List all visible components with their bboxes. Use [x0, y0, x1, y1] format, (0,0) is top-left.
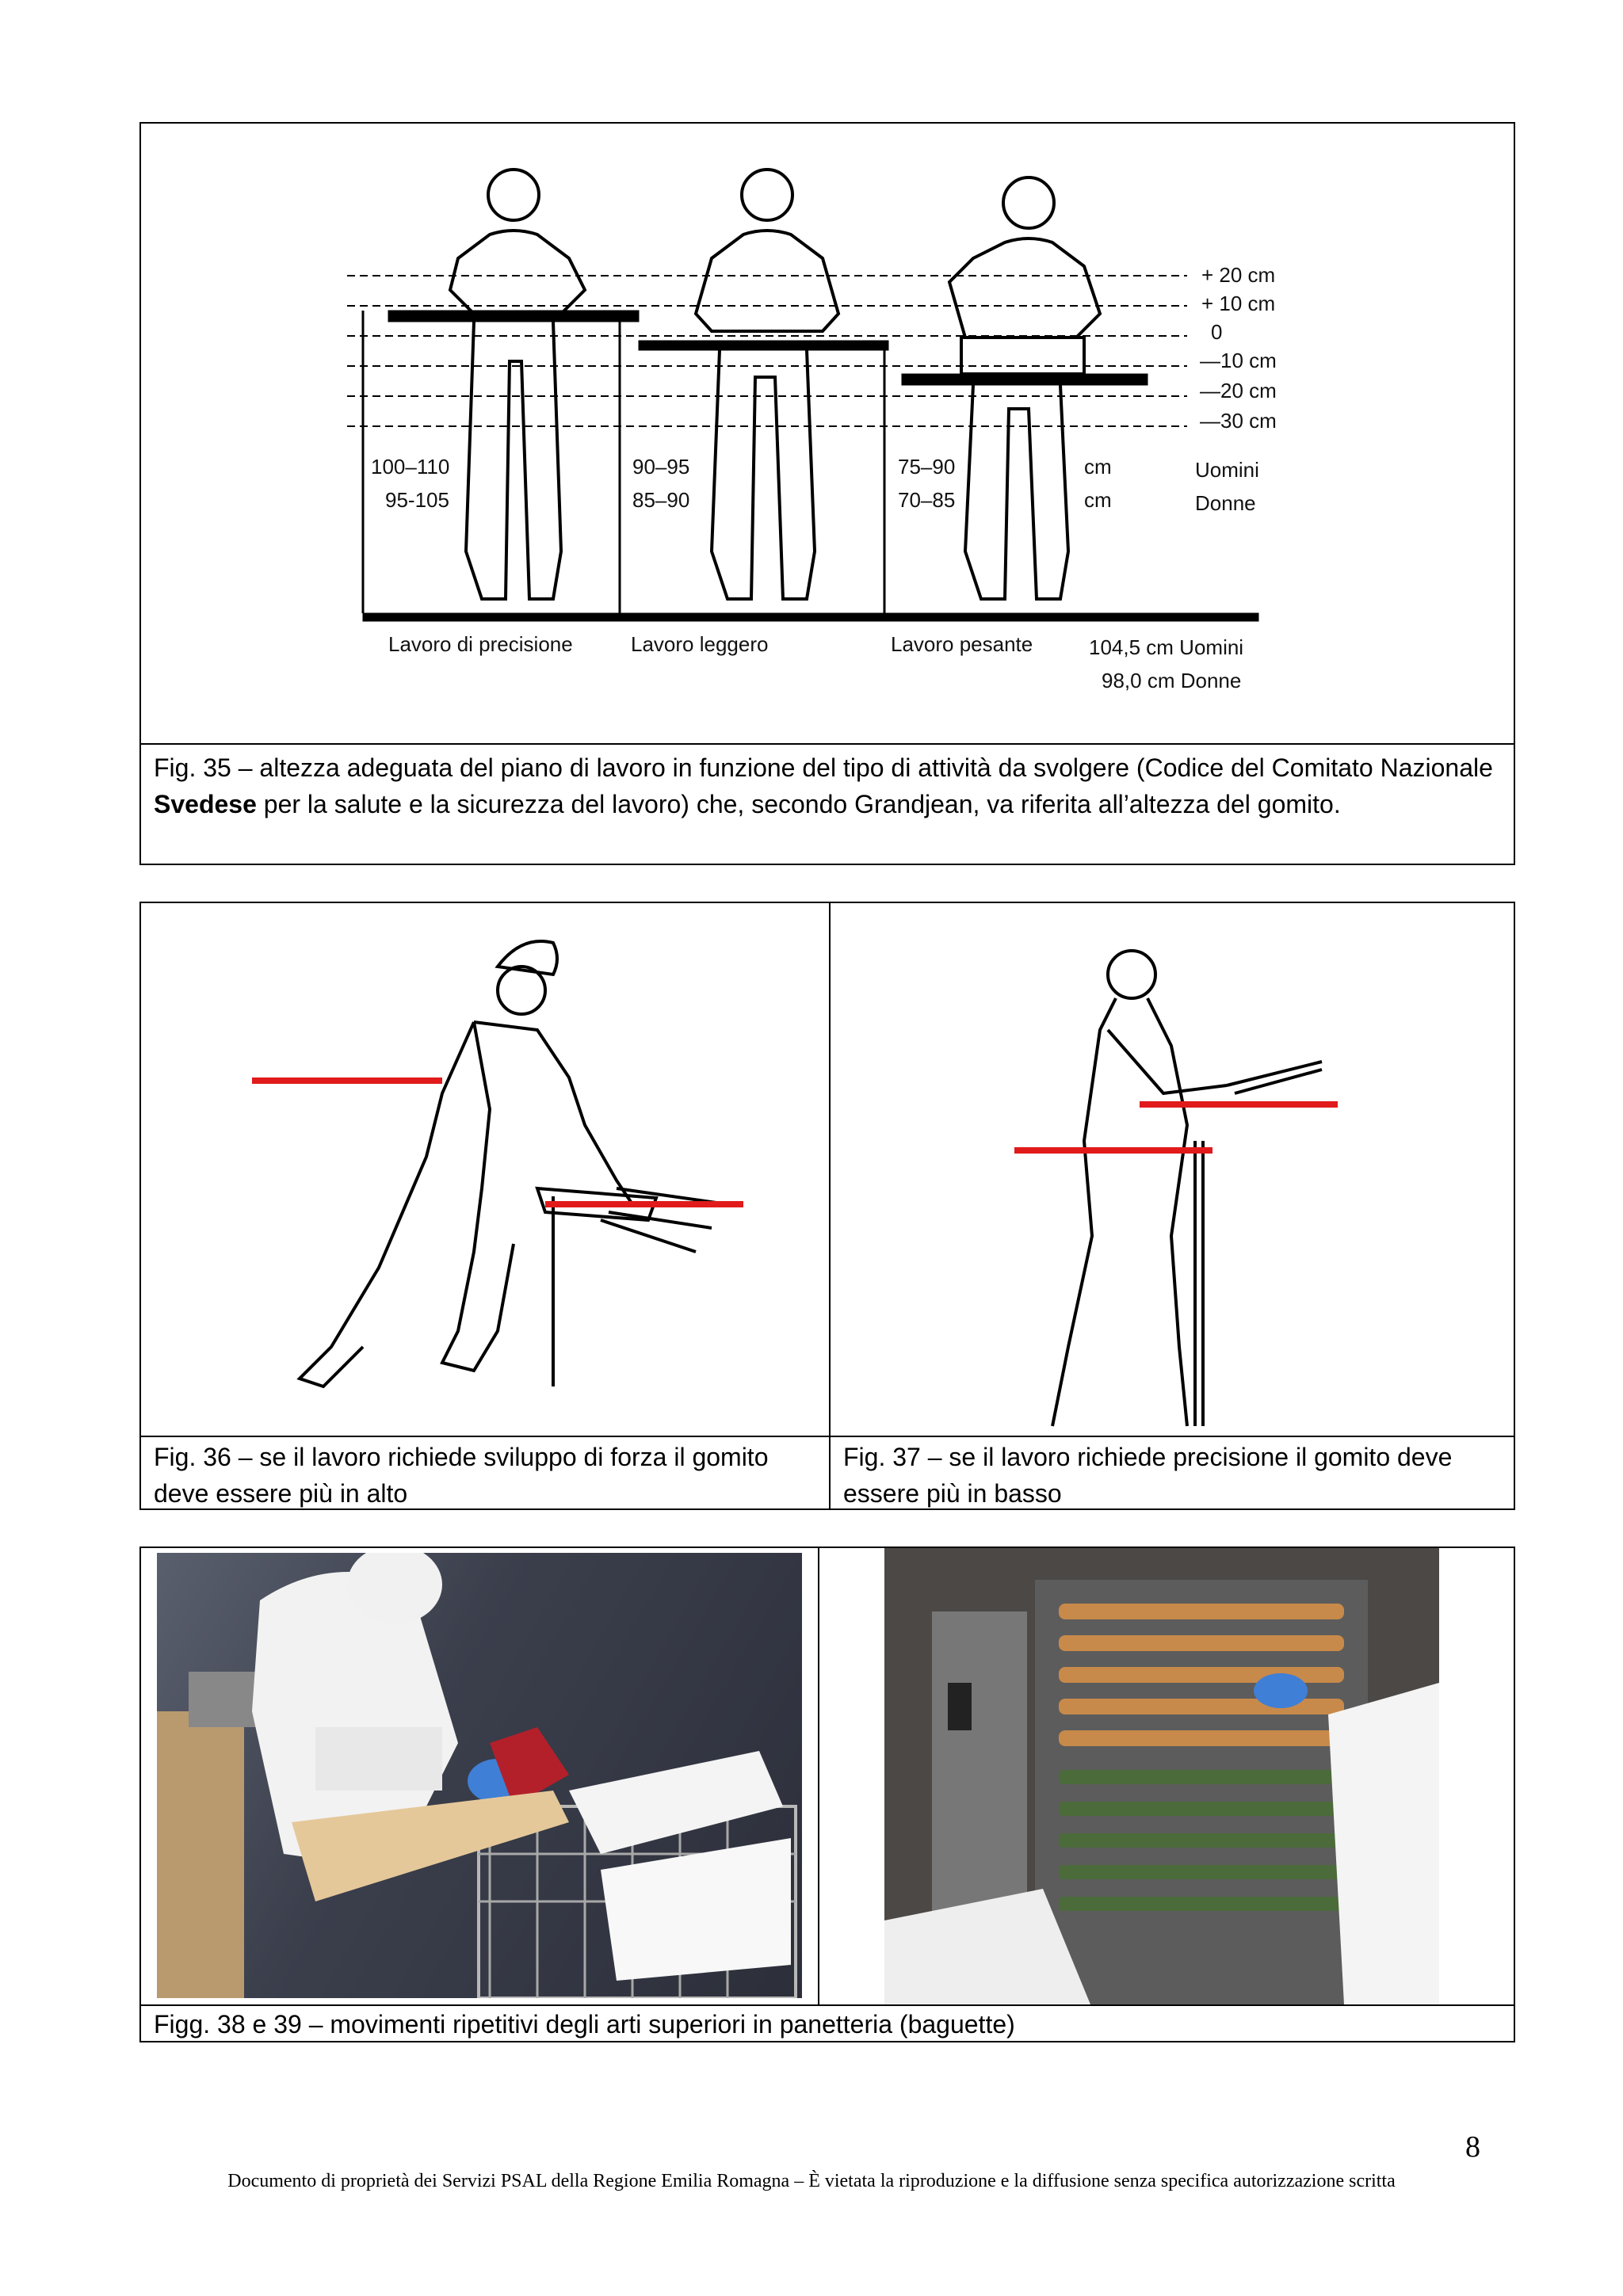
- light-bench: [639, 341, 888, 350]
- fig38-39-box: [139, 1547, 1515, 2042]
- light-women-height: 85–90: [632, 488, 690, 512]
- glove-right: [1254, 1673, 1308, 1708]
- fig35-workbench-illustration: [141, 124, 1514, 742]
- scale-label-5: —20 cm: [1200, 379, 1277, 402]
- page-number: 8: [1465, 2130, 1480, 2164]
- heavy-bench: [902, 374, 1148, 385]
- work-type-precision: Lavoro di precisione: [388, 632, 573, 656]
- footer-notice: Documento di proprietà dei Servizi PSAL della Regione Emilia Romagna – È vietata la riproduzione e la diffusione senza specifica autorizzazione scritta: [227, 2171, 1396, 2191]
- fig36-caption: Fig. 36 – se il lavoro richiede sviluppo di forza il gomito deve essere più in alto: [154, 1443, 769, 1508]
- fig37-caption: Fig. 37 – se il lavoro richiede precisione il gomito deve essere più in basso: [843, 1443, 1453, 1508]
- floor: [363, 613, 1258, 621]
- fig38-39-caption: Figg. 38 e 39 – movimenti ripetitivi degli arti superiori in panetteria (baguette): [154, 2010, 1015, 2039]
- scale-label-3: 0: [1211, 320, 1223, 344]
- caption-bold-word: Svedese: [154, 790, 257, 818]
- fig37-illustration: [831, 903, 1517, 1434]
- scale-label-4: —10 cm: [1200, 349, 1277, 372]
- work-type-light: Lavoro leggero: [631, 632, 769, 656]
- scale-label-6: —30 cm: [1200, 409, 1277, 433]
- fig36-37-box: [139, 902, 1515, 1510]
- men-label: Uomini: [1195, 458, 1259, 482]
- fig39-photo: [884, 1548, 1439, 2004]
- scale-label-1: + 20 cm: [1201, 263, 1276, 287]
- fig36-illustration: [141, 903, 827, 1434]
- unit-men: cm: [1084, 455, 1112, 479]
- work-type-heavy: Lavoro pesante: [891, 632, 1033, 656]
- heavy-women-height: 70–85: [898, 488, 956, 512]
- worker-precision: [450, 170, 585, 599]
- heavy-men-height: 75–90: [898, 455, 956, 479]
- worker-heavy: [949, 177, 1100, 599]
- fig35-caption: Fig. 35 – altezza adeguata del piano di lavoro in funzione del tipo di attività da svolgere (Codice del Comitato Nazionale Svedese per la salute e la sicurezza del lavoro) che, secondo Grandjean, va riferita all’altezza del gomito.: [154, 753, 1493, 818]
- precision-women-height: 95-105: [385, 488, 449, 512]
- worker-light: [696, 170, 838, 599]
- women-label: Donne: [1195, 491, 1256, 515]
- precision-men-height: 100–110: [371, 455, 450, 479]
- precise-worker: [1052, 951, 1322, 1426]
- strong-worker: [300, 941, 727, 1386]
- scale-label-2: + 10 cm: [1201, 292, 1276, 315]
- elbow-men: 104,5 cm Uomini: [1089, 635, 1244, 659]
- light-men-height: 90–95: [632, 455, 690, 479]
- fig38-photo: [157, 1553, 802, 1998]
- elbow-women: 98,0 cm Donne: [1102, 669, 1242, 692]
- fig35-box: [139, 122, 1515, 865]
- unit-women: cm: [1084, 488, 1112, 512]
